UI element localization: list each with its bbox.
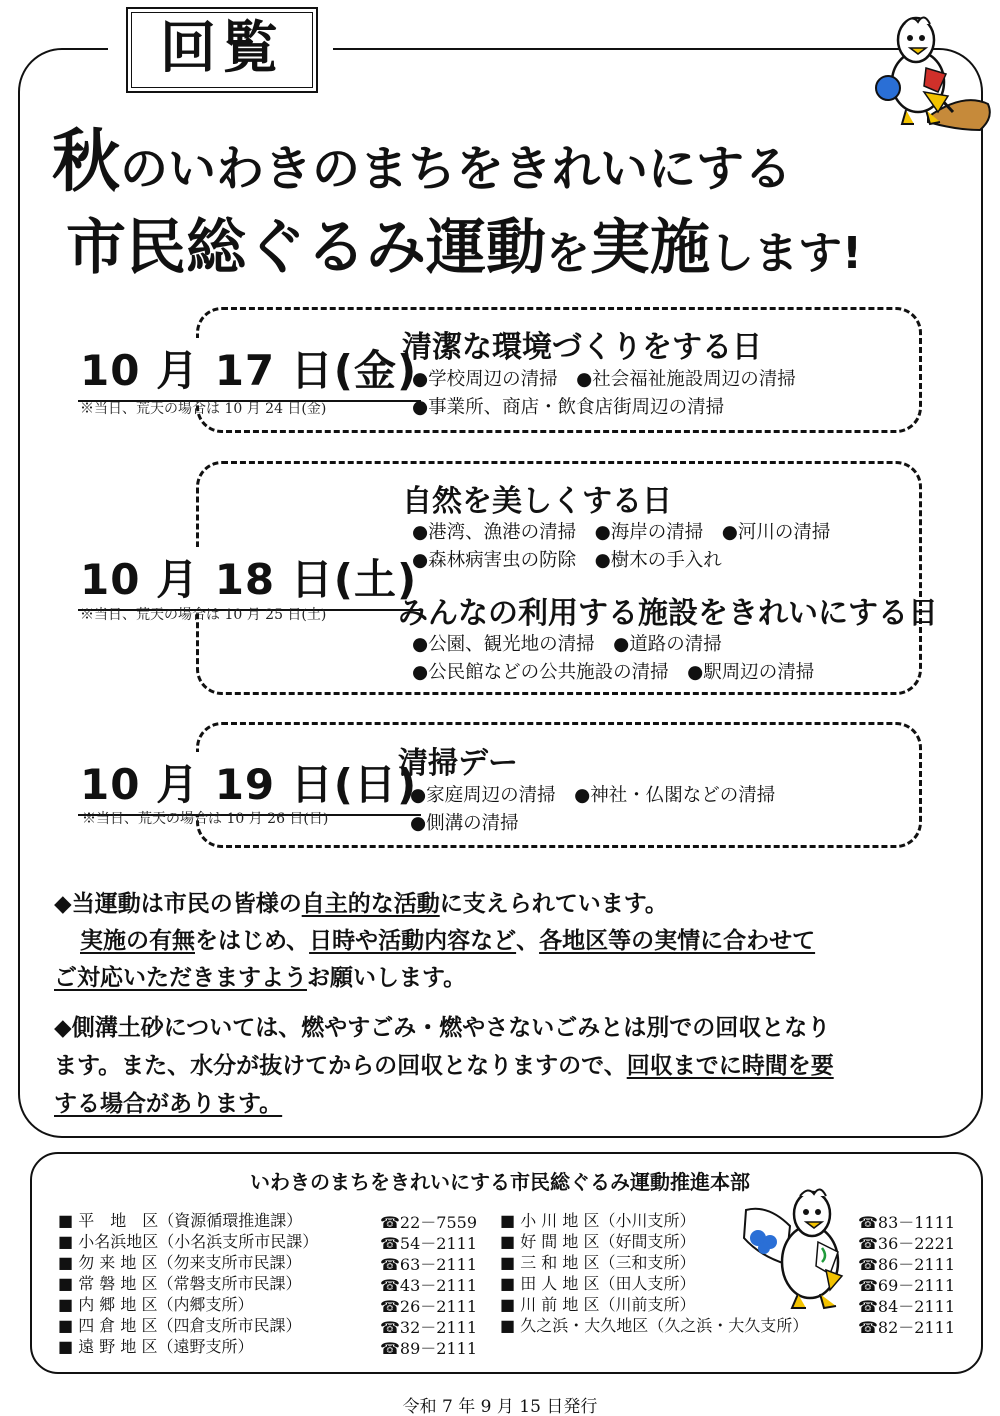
contact-box-title: いわきのまちをきれいにする市民総ぐるみ運動推進本部 bbox=[250, 1170, 750, 1194]
office-phone: ☎83－1111 bbox=[858, 1213, 956, 1232]
office-phone: ☎26－2111 bbox=[380, 1297, 478, 1316]
day1-items-line1: ●学校周辺の清掃 ●社会福祉施設周辺の清掃 bbox=[412, 369, 796, 390]
notice1-text-d: 、 bbox=[516, 928, 540, 954]
office-name: ■ 内 郷 地 区（内郷支所） bbox=[58, 1295, 254, 1314]
notice1-underlined-a: 自主的な活動 bbox=[301, 891, 440, 917]
office-name: ■ 好 間 地 区（好間支所） bbox=[500, 1232, 696, 1251]
office-phone: ☎89－2111 bbox=[380, 1339, 478, 1358]
title-particle: を bbox=[546, 228, 590, 279]
notice2-underlined-b: する場合があります。 bbox=[54, 1091, 283, 1117]
date-day1: 10 月 17 日(金) bbox=[78, 338, 421, 402]
notice1-text-b: に支えられています。 bbox=[439, 891, 668, 917]
office-phone: ☎63－2111 bbox=[380, 1255, 478, 1274]
office-phone: ☎82－2111 bbox=[858, 1318, 956, 1337]
day2-title-nature: 自然を美しくする日 bbox=[402, 484, 672, 519]
office-name: ■ 遠 野 地 区（遠野支所） bbox=[58, 1337, 254, 1356]
notice1-text-c: をはじめ、 bbox=[195, 928, 310, 954]
day2-title-facilities: みんなの利用する施設をきれいにする日 bbox=[398, 596, 938, 631]
office-name: ■ 三 和 地 区（三和支所） bbox=[500, 1253, 696, 1272]
date-note-day3: ※当日、荒天の場合は 10 月 26 日(日) bbox=[82, 811, 329, 827]
notice1-underlined-c: 日時や活動内容など bbox=[309, 928, 517, 954]
notice2-underlined-a: 回収までに時間を要 bbox=[626, 1053, 834, 1079]
notice1-line1 bbox=[54, 886, 668, 923]
office-phone: ☎36－2221 bbox=[858, 1234, 956, 1253]
office-phone: ☎84－2111 bbox=[858, 1297, 956, 1316]
mascot-waving-icon bbox=[738, 1186, 850, 1312]
office-name: ■ 川 前 地 区（川前支所） bbox=[500, 1295, 696, 1314]
notice2-line2 bbox=[54, 1048, 834, 1085]
circular-label: 回覧 bbox=[131, 12, 313, 88]
notice2-line1: ◆側溝土砂については、燃やすごみ・燃やさないごみとは別での回収となり bbox=[54, 1015, 831, 1041]
office-phone: ☎22－7559 bbox=[380, 1213, 478, 1232]
day3-title: 清掃デー bbox=[398, 746, 518, 781]
notice2-text-a: ます。また、水分が抜けてからの回収となりますので、 bbox=[54, 1053, 627, 1079]
office-phone: ☎32－2111 bbox=[380, 1318, 478, 1337]
notice1-underlined-d: 各地区等の実情に合わせて bbox=[539, 928, 816, 954]
notice2-line3 bbox=[54, 1086, 282, 1123]
title-campaign: 市民総ぐるみ運動 bbox=[66, 213, 546, 283]
office-name: ■ 四 倉 地 区（四倉支所市民課） bbox=[58, 1316, 302, 1335]
day1-title: 清潔な環境づくりをする日 bbox=[402, 330, 762, 365]
mascot-sweeping-icon bbox=[868, 12, 996, 132]
office-phone: ☎43－2111 bbox=[380, 1276, 478, 1295]
office-name: ■ 田 人 地 区（田人支所） bbox=[500, 1274, 696, 1293]
date-note-day1: ※当日、荒天の場合は 10 月 24 日(金) bbox=[80, 401, 327, 417]
office-name: ■ 常 磐 地 区（常磐支所市民課） bbox=[58, 1274, 302, 1293]
day1-items-line2: ●事業所、商店・飲食店街周辺の清掃 bbox=[412, 397, 725, 418]
day3-items-line2: ●側溝の清掃 bbox=[410, 813, 519, 834]
issue-date: 令和 7 年 9 月 15 日発行 bbox=[402, 1397, 598, 1416]
title-autumn: 秋 bbox=[52, 123, 121, 202]
office-name: ■ 久之浜・大久地区（久之浜・大久支所） bbox=[500, 1316, 809, 1335]
date-day2: 10 月 18 日(土) bbox=[78, 547, 421, 611]
office-name: ■ 小 川 地 区（小川支所） bbox=[500, 1211, 696, 1230]
notice1-text-e: お願いします。 bbox=[307, 965, 467, 991]
day3-items-line1: ●家庭周辺の清掃 ●神社・仏閣などの清掃 bbox=[410, 785, 776, 806]
office-phone: ☎86－2111 bbox=[858, 1255, 956, 1274]
date-note-day2: ※当日、荒天の場合は 10 月 25 日(土) bbox=[80, 607, 327, 623]
notice1-underlined-e: ご対応いただきますよう bbox=[54, 965, 307, 991]
office-phone: ☎54－2111 bbox=[380, 1234, 478, 1253]
office-name: ■ 勿 来 地 区（勿来支所市民課） bbox=[58, 1253, 302, 1272]
title-implement: 実施 bbox=[590, 213, 710, 283]
notice1-underlined-b: 実施の有無 bbox=[80, 928, 195, 954]
notice1-line2 bbox=[80, 923, 815, 960]
day2-facilities-items-line1: ●公園、観光地の清掃 ●道路の清掃 bbox=[412, 634, 722, 655]
day2-facilities-items-line2: ●公民館などの公共施設の清掃 ●駅周辺の清掃 bbox=[412, 662, 815, 683]
office-name: ■ 平 地 区（資源循環推進課） bbox=[58, 1211, 303, 1230]
office-phone: ☎69－2111 bbox=[858, 1276, 956, 1295]
date-day3: 10 月 19 日(日) bbox=[78, 752, 421, 816]
title-ending: します! bbox=[710, 228, 863, 279]
day2-nature-items-line1: ●港湾、漁港の清掃 ●海岸の清掃 ●河川の清掃 bbox=[412, 522, 831, 543]
day2-nature-items-line2: ●森林病害虫の防除 ●樹木の手入れ bbox=[412, 550, 722, 571]
notice1-line3 bbox=[54, 960, 466, 997]
title-line-2 bbox=[66, 200, 862, 286]
title-line1-a: のいわきのまち bbox=[120, 141, 457, 197]
office-name: ■ 小名浜地区（小名浜支所市民課） bbox=[58, 1232, 319, 1251]
title-line-1 bbox=[52, 108, 792, 205]
notice1-text-a: ◆当運動は市民の皆様の bbox=[54, 891, 302, 917]
title-line1-b: をきれいにする bbox=[456, 141, 793, 197]
